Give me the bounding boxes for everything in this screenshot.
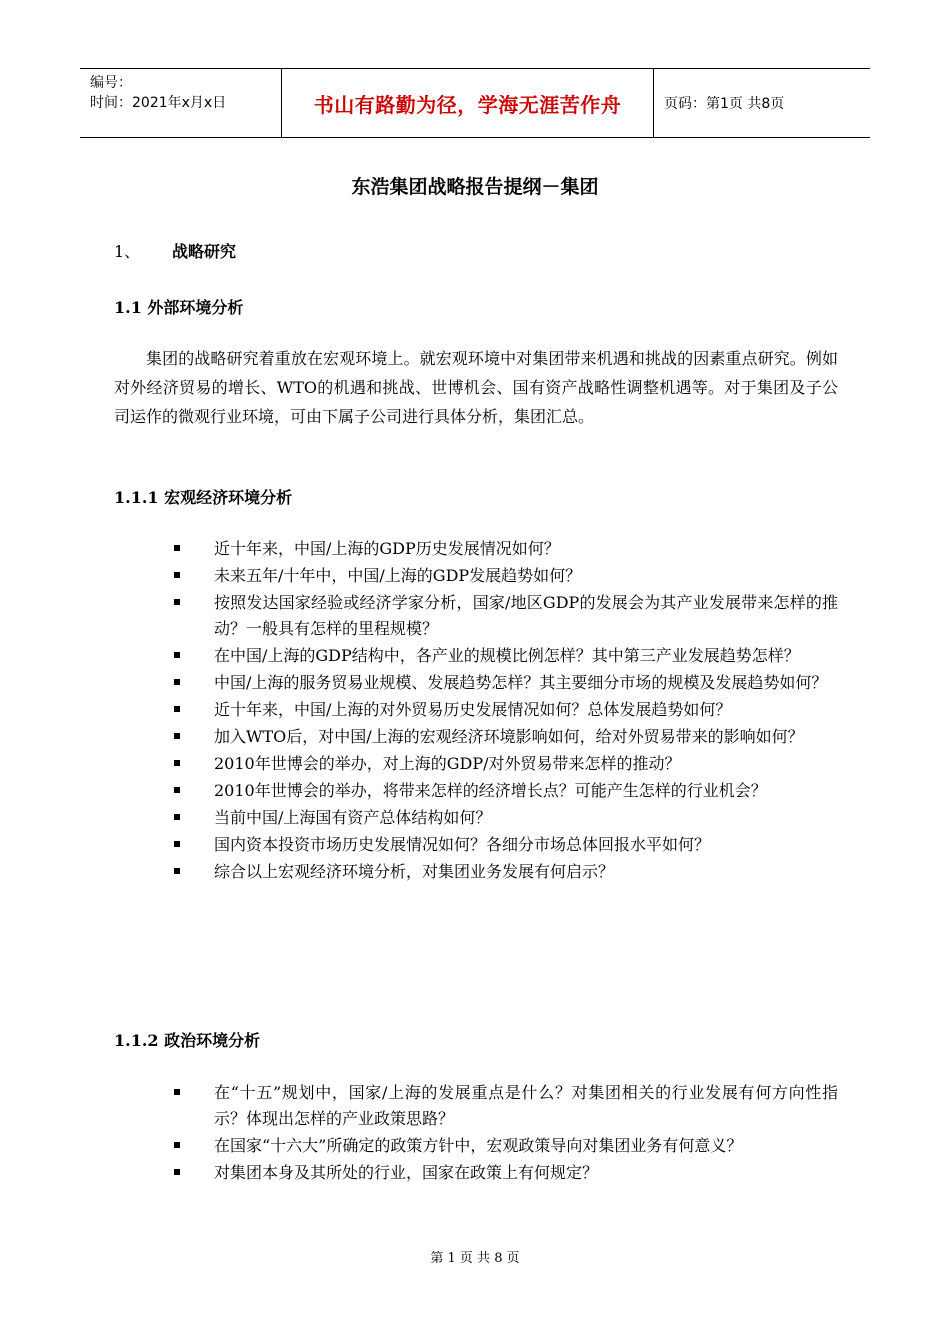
list-item <box>114 536 838 562</box>
section-1-1-heading: 1.1 外部环境分析 <box>114 298 244 317</box>
list-item <box>114 697 838 723</box>
bullet-square-icon <box>174 1089 180 1095</box>
header-left-cell <box>80 69 282 137</box>
list-item <box>114 832 838 858</box>
list-item-text: 2010年世博会的举办，对上海的GDP/对外贸易带来怎样的推动？ <box>214 754 681 773</box>
macro-economy-list <box>114 536 838 886</box>
document-number-label: 编号： <box>90 75 132 91</box>
list-item-text: 加入WTO后，对中国/上海的宏观经济环境影响如何，给对外贸易带来的影响如何？ <box>214 727 804 746</box>
list-item <box>114 563 838 589</box>
bullet-square-icon <box>174 706 180 712</box>
section-1-number: 1、 <box>114 242 141 261</box>
list-item <box>114 805 838 831</box>
header-page-info: 页码：第1页 共8页 <box>664 96 785 112</box>
bullet-square-icon <box>174 760 180 766</box>
section-1-label: 战略研究 <box>172 242 237 261</box>
bullet-square-icon <box>174 679 180 685</box>
list-item <box>114 859 838 885</box>
macro-economy-bullets <box>114 536 838 885</box>
list-item <box>114 751 838 777</box>
list-item <box>114 724 838 750</box>
header-motto: 书山有路勤为径，学海无涯苦作舟 <box>282 69 654 137</box>
bullet-square-icon <box>174 841 180 847</box>
list-item-text: 当前中国/上海国有资产总体结构如何？ <box>214 808 492 827</box>
political-environment-bullets <box>114 1080 838 1186</box>
political-environment-list <box>114 1080 838 1187</box>
list-item <box>114 778 838 804</box>
bullet-square-icon <box>174 652 180 658</box>
list-item-text: 近十年来，中国/上海的对外贸易历史发展情况如何？总体发展趋势如何？ <box>214 700 732 719</box>
section-1-heading <box>114 239 838 262</box>
list-item-text: 在“十五”规划中，国家/上海的发展重点是什么？对集团相关的行业发展有何方向性指示？体现出怎样的产业政策思路？ <box>214 1083 838 1128</box>
list-item-text: 综合以上宏观经济环境分析，对集团业务发展有何启示？ <box>214 862 615 881</box>
list-item <box>114 1160 838 1186</box>
bullet-square-icon <box>174 572 180 578</box>
bullet-square-icon <box>174 814 180 820</box>
bullet-square-icon <box>174 868 180 874</box>
list-item <box>114 590 838 642</box>
list-item-text: 按照发达国家经验或经济学家分析，国家/地区GDP的发展会为其产业发展带来怎样的推动？一般具有怎样的里程规模？ <box>214 593 838 638</box>
list-item <box>114 1133 838 1159</box>
list-item-text: 近十年来，中国/上海的GDP历史发展情况如何？ <box>214 539 560 558</box>
section-1-1-paragraph: 集团的战略研究着重放在宏观环境上。就宏观环境中对集团带来机遇和挑战的因素重点研究。例如对外经济贸易的增长、WTO的机遇和挑战、世博机会、国有资产战略性调整机遇等。对于集团及子公司运作的微观行业环境，可由下属子公司进行具体分析，集团汇总。 <box>114 349 838 426</box>
header-table <box>80 68 870 138</box>
list-item-text: 在中国/上海的GDP结构中，各产业的规模比例怎样？其中第三产业发展趋势怎样？ <box>214 646 800 665</box>
list-item-text: 中国/上海的服务贸易业规模、发展趋势怎样？其主要细分市场的规模及发展趋势如何？ <box>214 673 828 692</box>
list-item-text: 2010年世博会的举办，将带来怎样的经济增长点？可能产生怎样的行业机会？ <box>214 781 767 800</box>
document-time-label: 时间：2021年x月x日 <box>90 95 227 111</box>
bullet-square-icon <box>174 599 180 605</box>
bullet-square-icon <box>174 733 180 739</box>
section-1-1-1-heading: 1.1.1 宏观经济环境分析 <box>114 488 293 507</box>
list-item-text: 对集团本身及其所处的行业，国家在政策上有何规定？ <box>214 1163 599 1182</box>
bullet-square-icon <box>174 1142 180 1148</box>
list-item <box>114 643 838 669</box>
bullet-square-icon <box>174 545 180 551</box>
bullet-square-icon <box>174 1169 180 1175</box>
list-item <box>114 670 838 696</box>
bullet-square-icon <box>174 787 180 793</box>
list-item-text: 国内资本投资市场历史发展情况如何？各细分市场总体回报水平如何？ <box>214 835 711 854</box>
list-item-text: 未来五年/十年中，中国/上海的GDP发展趋势如何？ <box>214 566 582 585</box>
list-item-text: 在国家“十六大”所确定的政策方针中，宏观政策导向对集团业务有何意义？ <box>214 1136 743 1155</box>
page-footer: 第 1 页 共 8 页 <box>430 1251 520 1266</box>
document-title: 东浩集团战略报告提纲－集团 <box>351 176 599 198</box>
section-1-1-2-heading: 1.1.2 政治环境分析 <box>114 1031 261 1050</box>
list-item <box>114 1080 838 1132</box>
